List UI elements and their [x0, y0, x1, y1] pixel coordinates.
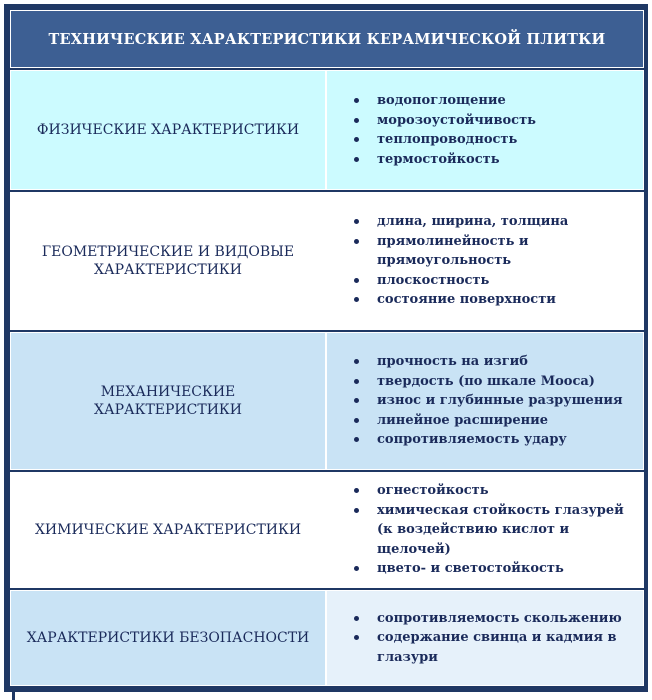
list-item: содержание свинца и кадмия в глазури: [349, 628, 633, 667]
list-item: плоскостность: [349, 271, 633, 291]
list-item: износ и глубинные разрушения: [349, 391, 623, 411]
row-label-text: ФИЗИЧЕСКИЕ ХАРАКТЕРИСТИКИ: [36, 122, 300, 138]
table-row: [10, 332, 644, 470]
list-item: сопротивляемость удару: [349, 430, 623, 450]
row-items: [326, 70, 644, 190]
row-label: [10, 590, 326, 686]
list-item: теплопроводность: [349, 130, 536, 150]
row-label: [10, 70, 326, 190]
table-frame: [4, 4, 648, 692]
bullet-list: [349, 91, 536, 169]
list-item: прочность на изгиб: [349, 352, 623, 372]
bullet-list: [349, 609, 633, 668]
row-label-text: ХИМИЧЕСКИЕ ХАРАКТЕРИСТИКИ: [34, 522, 302, 538]
row-items: [326, 192, 644, 330]
row-items: [326, 472, 644, 588]
row-items: [326, 590, 644, 686]
list-item: твердость (по шкале Мооса): [349, 372, 623, 392]
list-item: состояние поверхности: [349, 290, 633, 310]
table-row: [10, 472, 644, 588]
list-item: линейное расширение: [349, 411, 623, 431]
row-label: [10, 472, 326, 588]
list-item: морозоустойчивость: [349, 111, 536, 131]
bottom-rule: [12, 692, 15, 700]
row-label-text: ГЕОМЕТРИЧЕСКИЕ И ВИДОВЫЕ ХАРАКТЕРИСТИКИ: [41, 244, 295, 278]
list-item: прямолинейность и прямоугольность: [349, 232, 633, 271]
table-row: [10, 590, 644, 686]
list-item: цвето- и светостойкость: [349, 559, 633, 579]
list-item: водопоглощение: [349, 91, 536, 111]
row-label-text: МЕХАНИЧЕСКИЕ ХАРАКТЕРИСТИКИ: [94, 384, 242, 418]
row-label-text: ХАРАКТЕРИСТИКИ БЕЗОПАСНОСТИ: [26, 630, 310, 646]
row-items: [326, 332, 644, 470]
table-row: [10, 192, 644, 330]
list-item: термостойкость: [349, 150, 536, 170]
list-item: сопротивляемость скольжению: [349, 609, 633, 629]
list-item: длина, ширина, толщина: [349, 212, 633, 232]
bullet-list: [349, 481, 633, 579]
row-label: [10, 192, 326, 330]
list-item: химическая стойкость глазурей (к воздействию кислот и щелочей): [349, 501, 633, 560]
table-row: [10, 70, 644, 190]
bullet-list: [349, 212, 633, 310]
bullet-list: [349, 352, 623, 450]
list-item: огнестойкость: [349, 481, 633, 501]
table-title: ТЕХНИЧЕСКИЕ ХАРАКТЕРИСТИКИ КЕРАМИЧЕСКОЙ ПЛИТКИ: [10, 10, 644, 68]
row-label: [10, 332, 326, 470]
